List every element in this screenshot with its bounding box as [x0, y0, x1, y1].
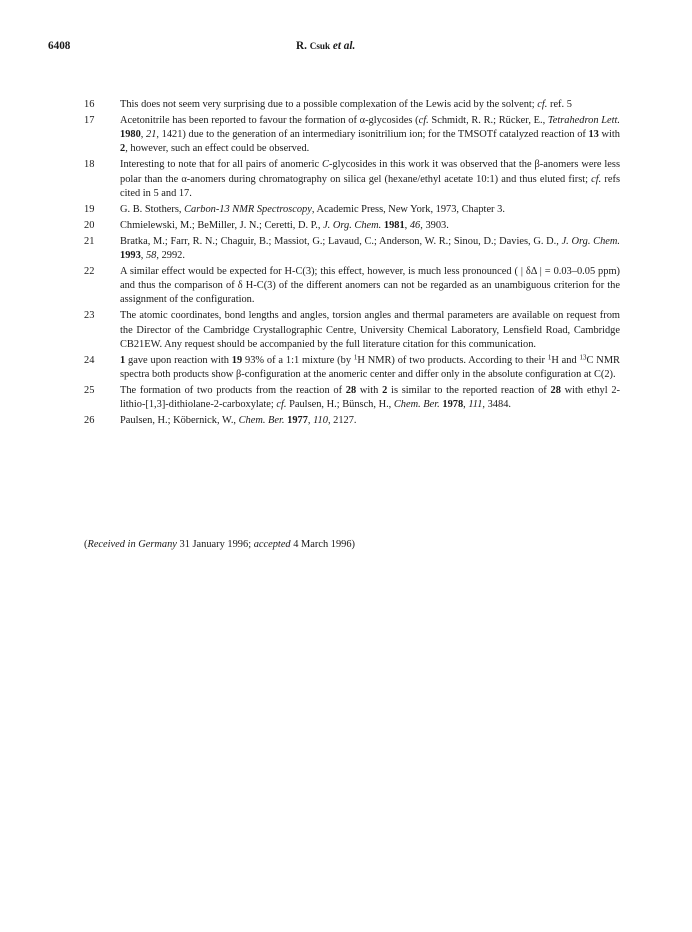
reference-text-run: , 1421) due to the generation of an intermediary isonitrilium ion; for the TMSOTf catalyzed reaction of — [156, 129, 589, 141]
reference-text — [120, 355, 620, 380]
reference-text-run: gave upon reaction with — [125, 354, 232, 366]
reference-item — [84, 354, 620, 382]
reference-text-run: 21 — [146, 129, 157, 141]
reference-text-run: , 3484. — [482, 399, 511, 411]
reference-text-run: G. B. Stothers, — [120, 203, 185, 215]
reference-text-run: 28 — [345, 385, 357, 397]
reference-text-run: Bratka, M.; Farr, R. N.; Chaguir, B.; Massiot, G.; Lavaud, C.; Anderson, W. R.; Sinou, D.; Davies, G. D., — [120, 235, 562, 247]
reference-text-run: Acetonitrile has been reported to favour the formation of α-glycosides ( — [120, 115, 419, 126]
reference-text — [120, 115, 620, 154]
reference-text-run: Interesting to note that for all pairs of anomeric — [120, 159, 323, 171]
reference-text-run: C — [322, 159, 329, 171]
reference-item — [84, 114, 620, 157]
author-surname: Csuk — [309, 41, 331, 51]
reference-text-run: A similar effect would be expected for H-C(3); this effect, however, is much less pronounced ( | δΔ | = 0.03–0.05 ppm) and thus the comparison of δ H-C(3) of the different anomers can not be regarded as an unambiguous criterion for the assignment of the configuration. — [120, 266, 620, 306]
reference-number: 19 — [84, 203, 95, 215]
reference-text-run: Carbon-13 NMR Spectroscopy — [184, 203, 312, 215]
reference-text-run: 19 — [231, 354, 243, 366]
reference-text — [120, 159, 620, 198]
reference-text — [120, 236, 620, 261]
reference-number: 23 — [84, 310, 95, 322]
reference-text-run: This does not seem very surprising due to a possible complexation of the Lewis acid by the solvent; — [120, 99, 538, 110]
reference-text — [120, 266, 620, 305]
reference-text-run: cf. — [418, 115, 429, 126]
reference-text-run: -glycosides in this work it was observed that the β-anomers were less polar than the α-anomers during chromatography on silica gel (hexane/ethyl acetate 10:1) and thus eluted first; — [120, 159, 620, 185]
reference-item — [84, 309, 620, 352]
accepted-label: accepted — [253, 539, 291, 550]
reference-item — [84, 265, 620, 308]
reference-text — [120, 220, 449, 231]
reference-number: 21 — [84, 235, 95, 247]
reference-text-run: 46 — [409, 219, 421, 231]
reference-text-run: , — [307, 415, 314, 427]
reference-text — [120, 415, 357, 426]
reference-text-run: Tetrahedron Lett. — [547, 115, 620, 126]
reference-item — [84, 235, 620, 263]
reference-text-run: , — [404, 219, 410, 231]
reference-text-run: with — [356, 385, 383, 397]
author-initial: R. — [296, 40, 307, 52]
page-number: 6408 — [48, 40, 71, 52]
received-date: 31 January 1996; — [179, 539, 252, 550]
reference-text-run: 1993 — [120, 250, 141, 262]
reference-text-run: , 2127. — [327, 415, 357, 427]
reference-text-run: C NMR spectra both products show β-configuration at the anomeric center and differ only in the absolute configuration at C(2). — [120, 354, 620, 381]
reference-text — [120, 310, 620, 349]
reference-text-run: , — [140, 250, 146, 262]
reference-text-run: 1 — [353, 353, 358, 362]
reference-text-run: H and — [551, 354, 580, 366]
reference-text-run: Chem. Ber. — [393, 399, 440, 411]
reference-text-run: Schmidt, R. R.; Rücker, E., — [428, 115, 548, 126]
reference-text-run: 110 — [313, 415, 328, 427]
reference-text-run: 1980 — [120, 129, 141, 141]
reference-text-run: 28 — [550, 385, 561, 397]
reference-text-run: 13 — [588, 129, 599, 141]
reference-number: 16 — [84, 99, 95, 110]
reference-number: 18 — [84, 159, 95, 171]
reference-text-run: Paulsen, H.; Köbernick, W., — [120, 415, 239, 427]
reference-text-run: cf. — [591, 173, 602, 185]
reference-text-run: with — [598, 129, 620, 141]
reference-text-run: is similar to the reported reaction of — [387, 385, 551, 397]
reference-text-run: 1 — [547, 353, 552, 362]
reference-text-run: Paulsen, H.; Bünsch, H., — [286, 399, 394, 411]
reference-text-run: , Academic Press, New York, 1973, Chapter 3. — [311, 203, 505, 215]
running-head — [48, 40, 644, 56]
reference-text-run: 2 — [120, 143, 126, 155]
reference-text-run: with ethyl 2-lithio-[1,3]-dithiolane-2-carboxylate; — [120, 385, 620, 411]
reference-text-run: 2 — [382, 385, 388, 397]
reference-number: 25 — [84, 385, 95, 397]
running-head-authors — [296, 40, 355, 52]
reference-number: 17 — [84, 115, 95, 126]
reference-text-run: 1978 — [442, 399, 464, 411]
reference-text — [120, 99, 572, 110]
reference-text-run: , 3903. — [420, 219, 449, 231]
reference-text-run: 1977 — [287, 415, 308, 427]
reference-item — [84, 384, 620, 412]
reference-text-run: The formation of two products from the reaction of — [120, 385, 346, 397]
received-label: Received in Germany — [87, 539, 177, 550]
reference-text-run: cf. — [276, 399, 287, 411]
reference-text-run: 58 — [145, 250, 157, 262]
reference-text-run: 1 — [120, 354, 126, 366]
reference-text-run: ref. 5 — [547, 99, 572, 110]
reference-item — [84, 98, 620, 112]
reference-text-run: , 2992. — [156, 250, 185, 262]
reference-text-run: Chmielewski, M.; BeMiller, J. N.; Ceretti, D. P., — [120, 219, 324, 231]
reference-text-run: cf. — [537, 99, 548, 110]
reference-number: 24 — [84, 354, 95, 366]
reference-text — [120, 204, 505, 215]
received-line — [84, 539, 355, 550]
reference-text-run: , — [463, 399, 469, 411]
reference-number: 22 — [84, 266, 95, 278]
received-open-paren: ( — [84, 539, 88, 550]
reference-text-run: H NMR) of two products. According to their — [357, 354, 548, 366]
reference-text — [120, 385, 620, 410]
reference-text-run: 1981 — [383, 219, 405, 231]
reference-item — [84, 219, 620, 233]
reference-text-run: 13 — [579, 353, 587, 362]
reference-item — [84, 203, 620, 217]
reference-text-run: , — [140, 129, 147, 141]
reference-text-run: 111 — [468, 399, 483, 411]
reference-text-run: refs cited in 5 and 17. — [120, 173, 620, 199]
references-list — [84, 98, 620, 430]
reference-text-run: , however, such an effect could be observed. — [125, 143, 310, 155]
reference-text-run: 93% of a 1:1 mixture (by — [242, 354, 354, 366]
reference-number: 26 — [84, 415, 95, 427]
reference-text-run: The atomic coordinates, bond lengths and angles, torsion angles and thermal parameters are available on request from the Director of the Cambridge Crystallographic Centre, University Chemical Laboratory, Lensfield Road, Cambridge CB21EW. Any request should be accompanied by the full literature citation for this communication. — [120, 310, 620, 350]
reference-text-run: J. Org. Chem. — [323, 219, 382, 231]
accepted-date: 4 March 1996) — [293, 539, 355, 550]
reference-item — [84, 414, 620, 428]
et-al: et al. — [332, 40, 356, 52]
reference-text-run: Chem. Ber. — [238, 415, 285, 427]
reference-item — [84, 158, 620, 201]
reference-number: 20 — [84, 219, 95, 231]
reference-text-run: J. Org. Chem. — [561, 235, 620, 247]
